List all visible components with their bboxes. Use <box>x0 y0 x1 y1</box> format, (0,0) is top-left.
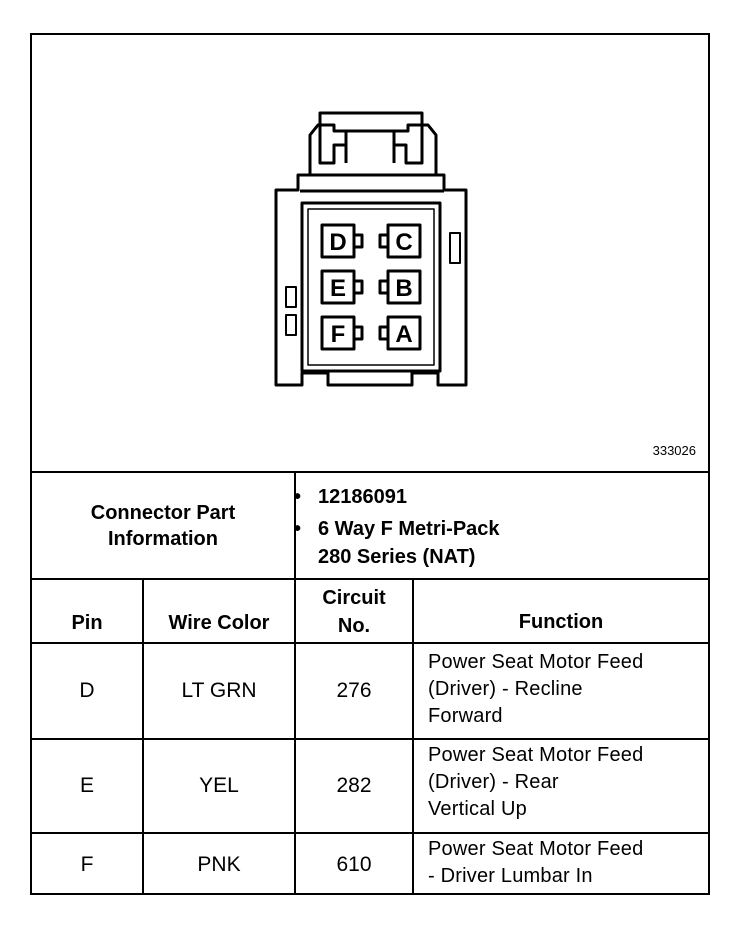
row-1-pin: D <box>79 679 95 702</box>
row-2-wire-color: YEL <box>199 774 239 797</box>
header-wire-color: Wire Color <box>168 612 270 634</box>
row-3-wire-color: PNK <box>197 852 241 876</box>
header-function: Function <box>518 611 604 633</box>
pin-label-a: A <box>395 321 413 348</box>
pin-label-b: B <box>395 275 413 302</box>
function-line: Power Seat Motor Feed <box>428 651 644 673</box>
function-line: Power Seat Motor Feed <box>428 838 644 860</box>
connector-diagram <box>32 35 708 471</box>
connector-sheet <box>30 33 710 895</box>
connector-face-drawing <box>32 35 708 471</box>
row-3-circuit: 610 <box>336 852 372 876</box>
row-3-function <box>428 836 643 890</box>
function-line: Forward <box>428 705 503 727</box>
part-description-line1: 6 Way F Metri-Pack <box>318 518 500 540</box>
figure-number: 333026 <box>652 443 696 458</box>
header-circuit-line2: No. <box>337 615 371 637</box>
row-2-circuit: 282 <box>336 774 372 797</box>
part-description-line2: 280 Series (NAT) <box>318 546 476 568</box>
pin-label-f: F <box>330 321 346 348</box>
pin-label-c: C <box>395 229 413 256</box>
function-line: Vertical Up <box>428 798 527 820</box>
row-2-pin: E <box>79 774 94 797</box>
part-info-details: • 12186091 • 6 Way F Metri-Pack 280 Series (NAT) <box>294 483 500 571</box>
pin-label-d: D <box>329 229 347 256</box>
row-2-function <box>428 742 643 823</box>
part-info-label: Connector Part Information <box>90 501 236 550</box>
function-line: (Driver) - Rear <box>428 771 559 793</box>
function-line: (Driver) - Recline <box>428 678 583 700</box>
row-1-wire-color: LT GRN <box>181 679 257 702</box>
part-number: 12186091 <box>318 486 407 508</box>
header-pin: Pin <box>71 612 103 634</box>
divider <box>32 578 708 580</box>
row-3-pin: F <box>80 852 94 876</box>
row-1-function <box>428 649 643 730</box>
row-1-circuit: 276 <box>336 679 372 702</box>
function-line: - Driver Lumbar In <box>428 865 593 887</box>
function-line: Power Seat Motor Feed <box>428 744 644 766</box>
pin-label-e: E <box>329 275 347 302</box>
header-circuit-line1: Circuit <box>322 587 386 609</box>
